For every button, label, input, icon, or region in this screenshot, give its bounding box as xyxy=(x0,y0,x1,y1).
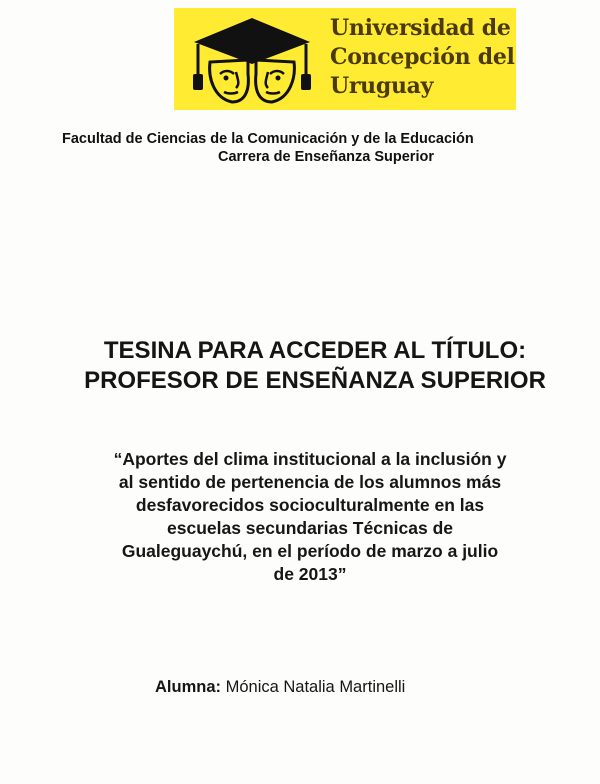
thesis-title-line: “Aportes del clima institucional a la inclusión y xyxy=(113,449,507,469)
faculty-name: Facultad de Ciencias de la Comunicación y de la Educación xyxy=(62,131,474,147)
thesis-title-line: desfavorecidos socioculturalmente en las xyxy=(135,495,485,515)
thesis-title-line: de 2013” xyxy=(273,564,347,584)
thesis-title-line: Gualeguaychú, en el período de marzo a julio xyxy=(121,541,499,561)
university-logo-box xyxy=(174,8,516,110)
student-line xyxy=(155,678,405,697)
university-name-line: Universidad de xyxy=(330,15,511,41)
university-name-line: Concepción del xyxy=(330,44,515,70)
degree-heading xyxy=(0,336,600,396)
student-name: Mónica Natalia Martinelli xyxy=(225,678,406,696)
graduation-cap-faces-logo-icon xyxy=(186,14,316,106)
degree-heading-line: TESINA PARA ACCEDER AL TÍTULO: xyxy=(103,337,527,364)
thesis-title-line: al sentido de pertenencia de los alumnos más xyxy=(118,472,502,492)
university-name xyxy=(330,14,514,101)
student-label: Alumna: xyxy=(155,678,221,696)
thesis-title-line: escuelas secundarias Técnicas de xyxy=(167,518,453,538)
thesis-title xyxy=(60,448,560,586)
university-name-line: Uruguay xyxy=(330,73,434,99)
career-name: Carrera de Enseñanza Superior xyxy=(218,149,434,165)
degree-heading-line: PROFESOR DE ENSEÑANZA SUPERIOR xyxy=(84,367,546,394)
